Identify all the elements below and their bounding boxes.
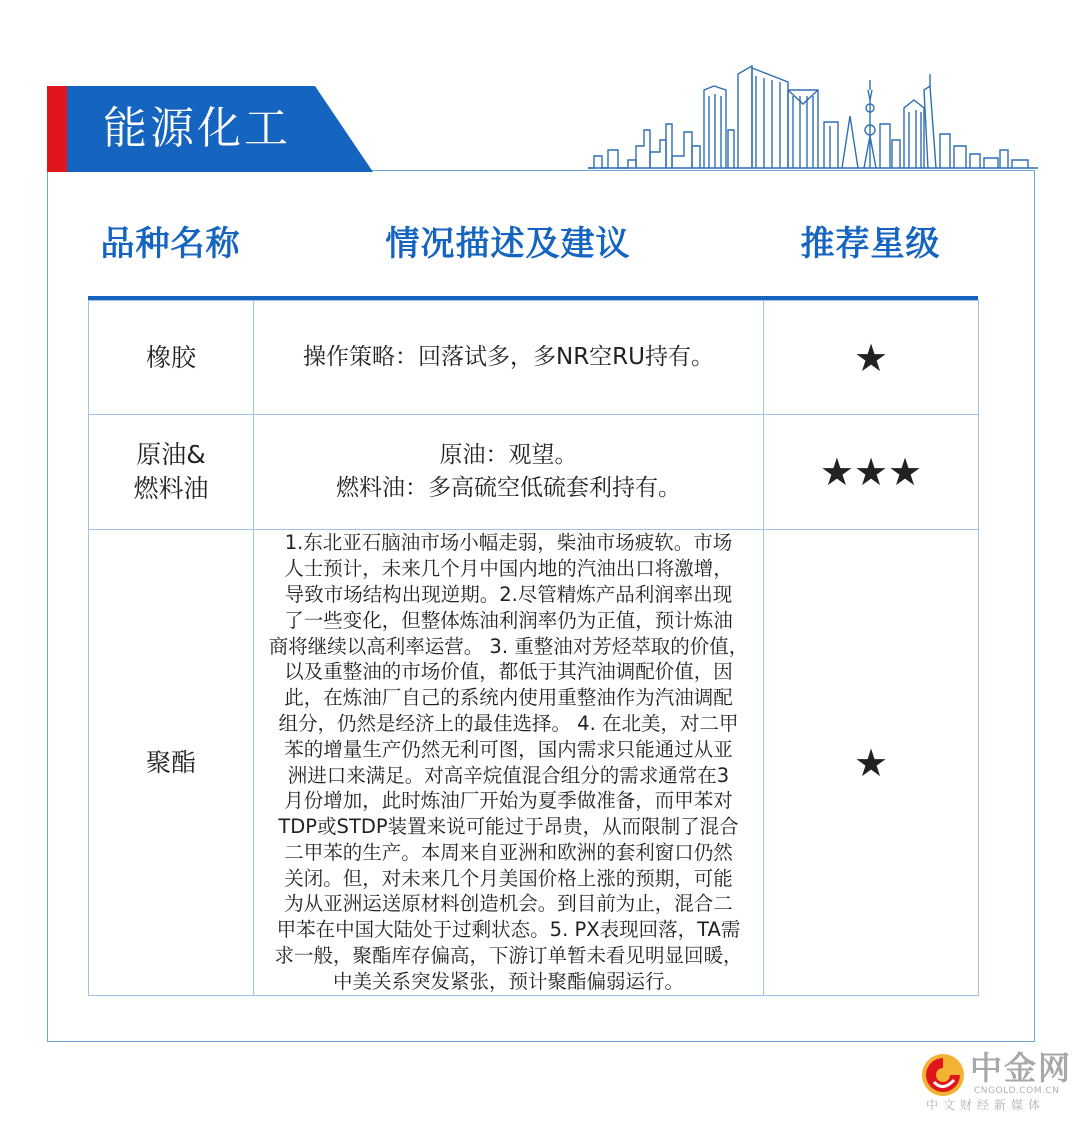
table-row bbox=[89, 415, 979, 530]
row-desc-rubber: 操作策略：回落试多，多NR空RU持有。 bbox=[254, 301, 764, 415]
brand-logo-icon bbox=[920, 1052, 966, 1098]
header-variety-name: 品种名称 bbox=[100, 224, 241, 264]
row-name-polyester: 聚酯 bbox=[89, 530, 254, 996]
desc-line: 求一般，聚酯库存偏高，下游订单暂未看见明显回暖， bbox=[274, 944, 743, 968]
row-name-rubber: 橡胶 bbox=[89, 301, 254, 415]
star-rating bbox=[764, 415, 979, 530]
row-name-oil bbox=[89, 415, 254, 530]
desc-line: 组分，仍然是经济上的最佳选择。 4. 在北美，对二甲 bbox=[278, 711, 739, 735]
desc-line: 人士预计，未来几个月中国内地的汽油出口将激增， bbox=[284, 557, 733, 581]
desc-line: 苯的增量生产仍然无利可图，国内需求只能通过从亚 bbox=[284, 737, 733, 761]
desc-line: 月份增加，此时炼油厂开始为夏季做准备，而甲苯对 bbox=[284, 789, 733, 813]
row-desc-polyester bbox=[254, 530, 764, 996]
desc-line: TDP或STDP装置来说可能过于昂贵，从而限制了混合 bbox=[278, 815, 739, 839]
brand-name: 中金网 bbox=[970, 1049, 1073, 1087]
star-rating bbox=[764, 301, 979, 415]
desc-line: 1.东北亚石脑油市场小幅走弱，柴油市场疲软。市场 bbox=[284, 531, 733, 555]
desc-line: 为从亚洲运送原材料创造机会。到目前为止，混合二 bbox=[284, 892, 733, 916]
desc-line: 燃料油：多高硫空低硫套利持有。 bbox=[336, 475, 681, 501]
recommendation-table bbox=[88, 300, 979, 996]
table-row bbox=[89, 530, 979, 996]
brand-subtitle: 中文财经新媒体 bbox=[926, 1098, 1046, 1112]
star-icon: ★★★ bbox=[819, 450, 923, 494]
section-banner bbox=[47, 86, 375, 172]
star-icon: ★ bbox=[853, 740, 889, 785]
header-description: 情况描述及建议 bbox=[385, 224, 631, 264]
desc-line: 此，在炼油厂自己的系统内使用重整油作为汽油调配 bbox=[284, 686, 733, 710]
row-name-line: 原油& bbox=[136, 440, 206, 469]
row-name-line: 燃料油 bbox=[133, 474, 209, 503]
brand-logo bbox=[920, 1048, 1073, 1112]
section-title: 能源化工 bbox=[103, 103, 291, 154]
star-icon: ★ bbox=[853, 335, 889, 380]
table-header bbox=[88, 218, 978, 270]
city-skyline-illustration bbox=[588, 60, 1038, 172]
desc-line: 二甲苯的生产。本周来自亚洲和欧洲的套利窗口仍然 bbox=[284, 840, 733, 864]
desc-line: 关闭。但，对未来几个月美国价格上涨的预期，可能 bbox=[284, 866, 733, 890]
header-rating: 推荐星级 bbox=[800, 224, 941, 264]
desc-line: 原油：观望。 bbox=[439, 442, 578, 468]
desc-line: 中美关系突发紧张，预计聚酯偏弱运行。 bbox=[332, 969, 684, 993]
desc-line: 导致市场结构出现逆期。2.尽管精炼产品利润率出现 bbox=[284, 582, 733, 606]
desc-line: 甲苯在中国大陆处于过剩状态。5. PX表现回落，TA需 bbox=[276, 918, 741, 942]
desc-line: 了一些变化，但整体炼油利润率仍为正值，预计炼油 bbox=[284, 608, 733, 632]
desc-line: 以及重整油的市场价值，都低于其汽油调配价值，因 bbox=[284, 660, 733, 684]
table-row bbox=[89, 301, 979, 415]
desc-line: 商将继续以高利率运营。 3. 重整油对芳烃萃取的价值， bbox=[268, 634, 749, 658]
star-rating bbox=[764, 530, 979, 996]
row-desc-oil bbox=[254, 415, 764, 530]
brand-domain: CNGOLD.COM.CN bbox=[974, 1086, 1060, 1096]
desc-line: 洲进口来满足。对高辛烷值混合组分的需求通常在3 bbox=[287, 763, 730, 787]
